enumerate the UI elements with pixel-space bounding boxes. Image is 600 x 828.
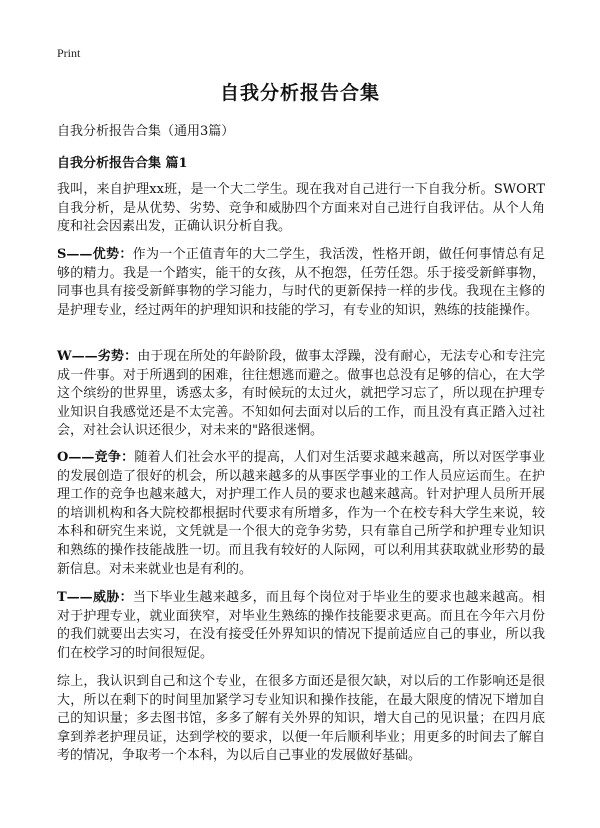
paragraph-strengths	[57, 246, 545, 320]
paragraph-conclusion	[57, 673, 545, 766]
paragraph-intro	[57, 181, 545, 237]
paragraph-text: 我叫，来自护理xx班，是一个大二学生。现在我对自己进行一下自我分析。SWORT自我分析，是从优势、劣势、竞争和威胁四个方面来对自己进行自我评估。从个人角度和社会因素出发，正确认识分析自我。	[57, 182, 545, 235]
document-subtitle: 自我分析报告合集（通用3篇）	[57, 124, 235, 139]
paragraph-text: 综上，我认识到自己和这个专业，在很多方面还是很欠缺，对以后的工作影响还是很大，所以在剩下的时间里加紧学习专业知识和操作技能，在最大限度的情况下增加自己的知识量；多去图书馆，多多了解有关外界的知识，增大自己的见识量；在四月底拿到养老护理员证，达到学校的要求，以便一年后顺利毕业；用更多的时间去了解自考的情况，争取考一个本科，为以后自己事业的发展做好基础。	[57, 674, 545, 764]
paragraph-lead: W——劣势：	[57, 349, 138, 364]
paragraph-lead: T——威胁：	[57, 590, 133, 605]
paragraph-weaknesses	[57, 348, 545, 441]
paragraph-text: 随着人们社会水平的提高，人们对生活要求越来越高，所以对医学事业的发展创造了很好的机会，所以越来越多的从事医学事业的工作人员应运而生。在护理工作的竞争也越来越大，对护理工作人员的要求也越来越高。针对护理人员所开展的培训机构和各大院校都根据时代要求有所增多，作为一个在校专科大学生来说，较本科和研究生来说，文凭就是一个很大的竞争劣势，只有靠自己所学和护理专业知识和熟练的操作技能战胜一切。而且我有较好的人际网，可以利用其获取就业形势的最新信息。对未来就业也是有利的。	[57, 450, 545, 577]
paragraph-lead: S——优势：	[57, 247, 133, 262]
paragraph-text: 当下毕业生越来越多，而且每个岗位对于毕业生的要求也越来越高。相对于护理专业，就业面狭窄，对毕业生熟练的操作技能要求更高。而且在今年六月份的我们就要出去实习，在没有接受任外界知识的情况下提前适应自己的事业，所以我们在校学习的时间很短促。	[57, 590, 545, 661]
paragraph-competition	[57, 449, 545, 579]
paragraph-text: 作为一个正值青年的大二学生，我活泼，性格开朗，做任何事情总有足够的精力。我是一个踏实，能干的女孩，从不抱怨，任劳任怨。乐于接受新鲜事物，同事也具有接受新鲜事物的学习能力，与时代的更新保持一样的步伐。我现在主修的是护理专业，经过两年的护理知识和技能的学习，有专业的知识，熟练的技能操作。	[57, 247, 545, 318]
paragraph-lead: O——竞争：	[57, 450, 135, 465]
paragraph-threats	[57, 589, 545, 663]
section-heading: 自我分析报告合集 篇1	[57, 156, 188, 171]
print-label: Print	[57, 46, 81, 60]
paragraph-text: 由于现在所处的年龄阶段，做事太浮躁，没有耐心，无法专心和专注完成一件事。对于所遇到的困难，往往想逃而避之。做事也总没有足够的信心，在大学这个缤纷的世界里，诱惑太多，有时候玩的太过火，就把学习忘了，所以现在护理专业知识自我感觉还是不太完善。不知如何去面对以后的工作，而且没有真正踏入过社会，对社会认识还很少，对未来的"路很迷惘。	[57, 349, 545, 439]
document-title: 自我分析报告合集	[219, 82, 380, 104]
